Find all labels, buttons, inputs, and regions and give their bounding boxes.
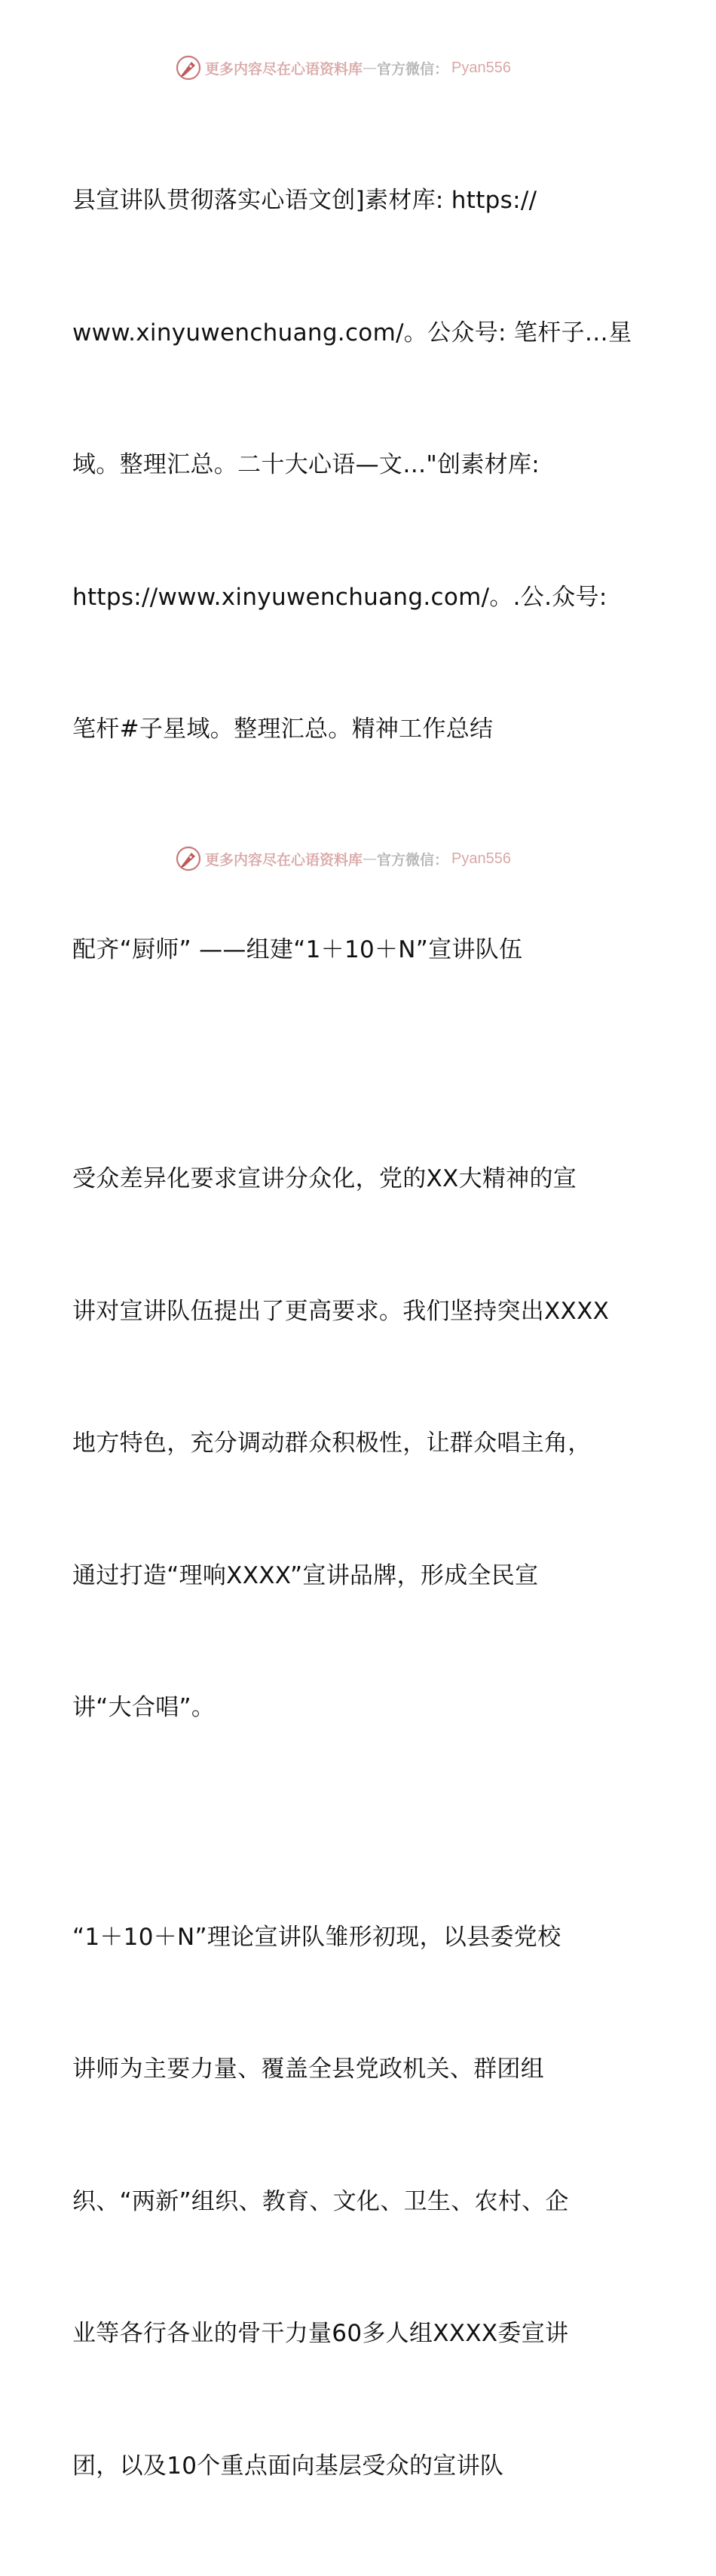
watermark-wechat-id: Pyan556 [451, 850, 511, 868]
paragraph-team [72, 1827, 653, 2576]
text-line: https://www.xinyuwenchuang.com/。.公.众号: [72, 575, 653, 620]
text-line: 受众差异化要求宣讲分众化，党的XX大精神的宣 [72, 1157, 653, 1201]
text-line: “1＋10＋N”理论宣讲队雏形初现，以县委党校 [72, 1915, 653, 1960]
pen-nib-logo-icon [175, 54, 202, 81]
text-line: 业等各行各业的骨干力量60多人组XXXX委宣讲 [72, 2312, 653, 2356]
text-line: 地方特色，充分调动群众积极性，让群众唱主角， [72, 1421, 653, 1466]
watermark-wechat-label: 官方微信： [377, 58, 448, 78]
text-line: 笔杆#子星域。整理汇总。精神工作总结 [72, 707, 653, 752]
text-line: www.xinyuwenchuang.com/。公众号: 笔杆子…星 [72, 311, 653, 356]
paragraph-audience [72, 1069, 653, 1818]
text-line: 讲对宣讲队伍提出了更高要求。我们坚持突出XXXX [72, 1290, 653, 1334]
watermark-separator: — [363, 60, 377, 76]
heading-line: 配齐“厨师” ——组建“1＋10＋N”宣讲队伍 [72, 928, 653, 972]
text-line: 讲师为主要力量、覆盖全县党政机关、群团组 [72, 2047, 653, 2092]
text-line: 域。整理汇总。二十大心语—文…"创素材库: [72, 443, 653, 487]
watermark-text: 更多内容尽在心语资料库 [205, 849, 363, 869]
pen-nib-logo-icon [175, 845, 202, 872]
header-watermark [175, 53, 537, 83]
watermark-wechat-label: 官方微信： [377, 849, 448, 869]
text-line: 县宣讲队贯彻落实心语文创]素材库: https:// [72, 179, 653, 223]
text-line: 织、“两新”组织、教育、文化、卫生、农村、企 [72, 2180, 653, 2224]
watermark-text: 更多内容尽在心语资料库 [205, 58, 363, 78]
paragraph-source-note [72, 90, 653, 840]
text-line: 讲“大合唱”。 [72, 1686, 653, 1730]
document-body [72, 90, 653, 2576]
text-line: 团，以及10个重点面向基层受众的宣讲队 [72, 2444, 653, 2489]
footer-watermark [175, 844, 537, 874]
watermark-separator: — [363, 850, 377, 867]
text-line: 通过打造“理响XXXX”宣讲品牌，形成全民宣 [72, 1554, 653, 1598]
watermark-wechat-id: Pyan556 [451, 60, 511, 77]
